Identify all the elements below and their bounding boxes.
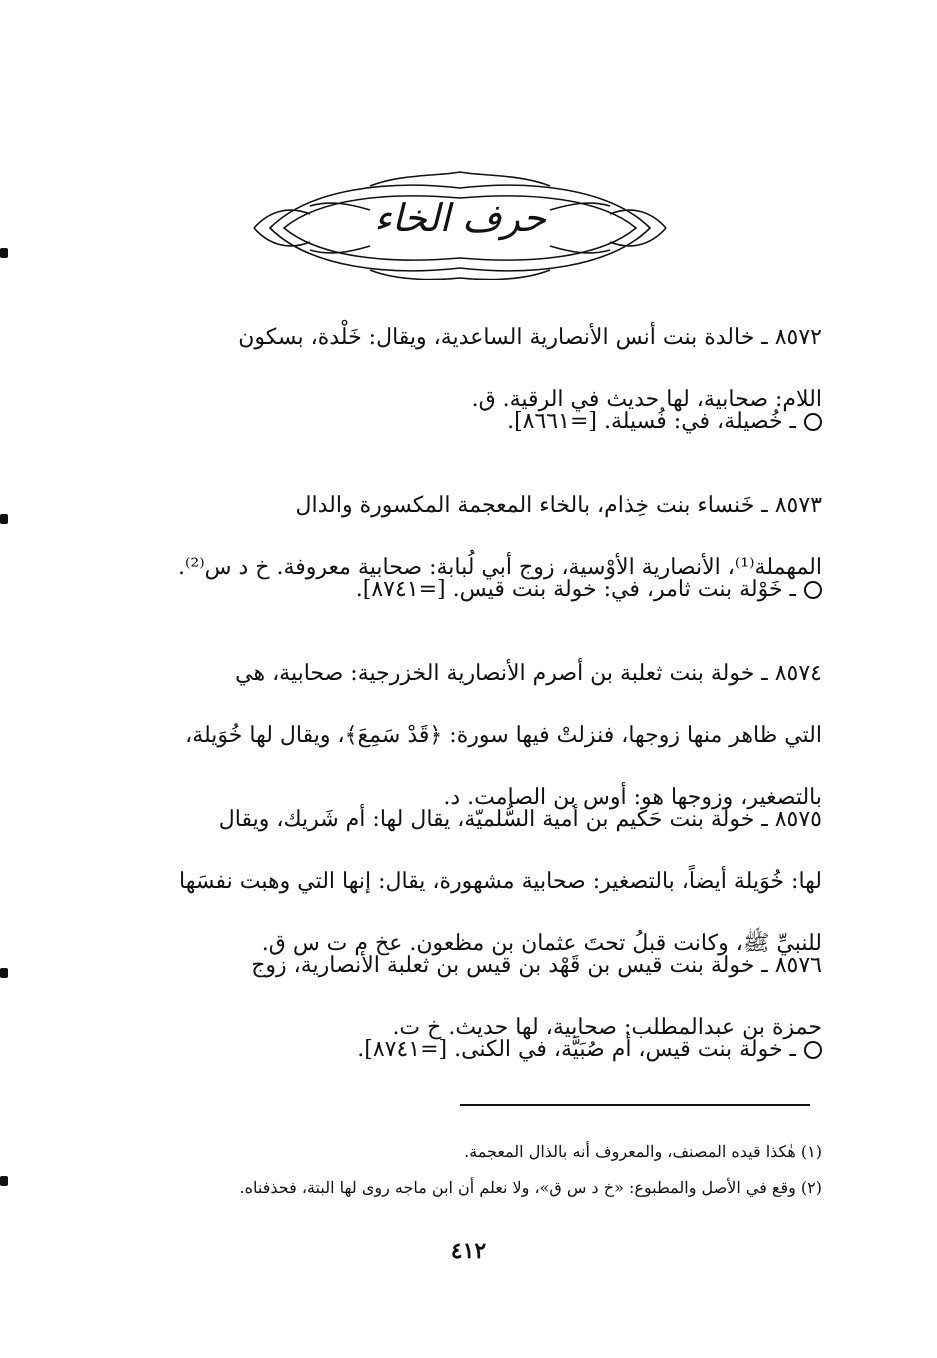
entry-line: ٨٥٧٦ ـ خولة بنت قيس بن قَهْد بن قيس بن ثعلبة الأنصارية، زوج	[251, 953, 822, 978]
cross-ref-1	[110, 402, 854, 442]
entry-line: ٨٥٧٥ ـ خولة بنت حَكيم بن أمية السُّلميّة، يقال لها: أم شَريك، ويقال	[218, 807, 822, 832]
entry-line: بالتصغير، وزوجها هو: أوس بن الصامت. د.	[443, 785, 822, 810]
circle-icon	[804, 1041, 822, 1059]
entry-line: ٨٥٧٤ ـ خولة بنت ثعلبة بن أصرم الأنصارية الخزرجية: صحابية، هي	[235, 661, 822, 686]
section-title: حرف الخاء	[373, 196, 547, 240]
footnote-divider	[460, 1104, 810, 1106]
cross-ref-text: ـ خولة بنت قيس، أم صُبَيَّة، في الكنى. [=٨٧٤١].	[357, 1037, 796, 1062]
cross-ref-3	[110, 1030, 854, 1070]
entry-line: لها: خُوَيلة أيضاً، بالتصغير: صحابية مشهورة، يقال: إنها التي وهبت نفسَها	[179, 869, 822, 894]
entry-line: التي ظاهر منها زوجها، فنزلتْ فيها سورة: ﴿قَدْ سَمِعَ﴾، ويقال لها خُوَيلة،	[185, 723, 822, 748]
page-number: ٤١٢	[450, 1238, 487, 1264]
footnote-2: (٢) وقع في الأصل والمطبوع: «خ د س ق»، ولا نعلم أن ابن ماجه روى لها البتة، فحذفناه.	[239, 1178, 822, 1197]
section-header	[250, 170, 670, 280]
footnotes	[110, 1134, 822, 1206]
circle-icon	[804, 581, 822, 599]
cross-ref-2	[110, 570, 854, 610]
entry-line: المهملة⁽¹⁾، الأنصارية الأوْسية، زوج أبي لُبابة: صحابية معروفة. خ د س⁽²⁾.	[178, 555, 822, 580]
cross-ref-text: ـ خُصيلة، في: فُسيلة. [=٨٦٦١].	[507, 409, 796, 434]
cross-ref-text: ـ خَوْلة بنت ثامر، في: خولة بنت قيس. [=٨٧٤١].	[355, 577, 796, 602]
entry-line: ٨٥٧٣ ـ خَنساء بنت خِذام، بالخاء المعجمة المكسورة والدال	[295, 493, 822, 518]
footnote-1: (١) هٰكذا قيده المصنف، والمعروف أنه بالذال المعجمة.	[464, 1142, 822, 1161]
entry-line: اللام: صحابية، لها حديث في الرقية. ق.	[471, 387, 822, 412]
circle-icon	[804, 413, 822, 431]
entry-line: حمزة بن عبدالمطلب: صحابية، لها حديث. خ ت.	[392, 1015, 822, 1040]
entry-line: للنبيِّ ﷺ، وكانت قبلُ تحتَ عثمان بن مظعون. عخ م ت س ق.	[261, 931, 822, 956]
entry-line: ٨٥٧٢ ـ خالدة بنت أنس الأنصارية الساعدية، ويقال: خَلْدة، بسكون	[238, 325, 822, 350]
